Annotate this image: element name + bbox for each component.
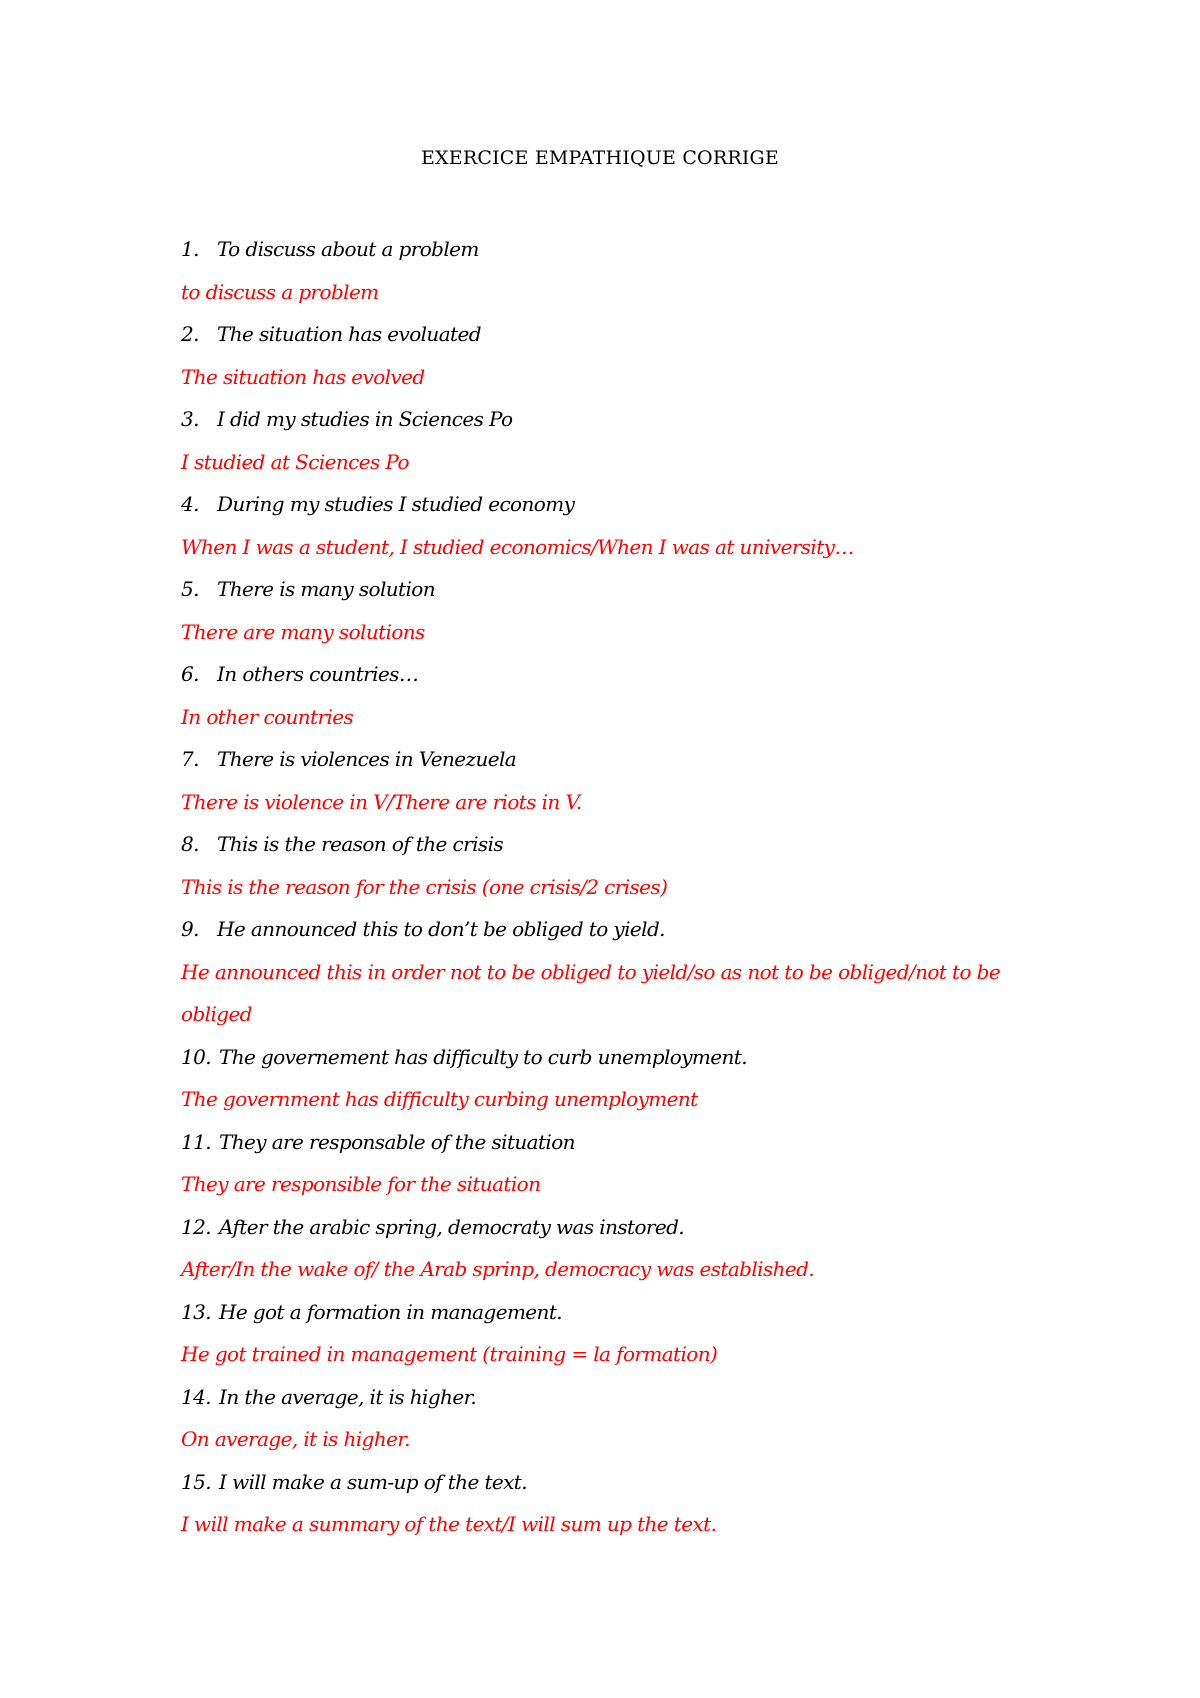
exercise-list [181, 228, 1081, 1546]
question-text: They are responsable of the situation [219, 1129, 575, 1154]
question-text: To discuss about a problem [217, 237, 479, 261]
question-14 [181, 1376, 1081, 1419]
answer-1: to discuss a problem [181, 279, 379, 304]
question-number: 13. [181, 1299, 212, 1324]
question-number: 15. [181, 1469, 212, 1494]
question-text: I will make a sum-up of the text. [219, 1469, 527, 1494]
question-number: 4. [181, 492, 199, 516]
question-number: 5. [181, 577, 199, 601]
question-number: 8. [181, 832, 199, 856]
question-text: The situation has evoluated [217, 322, 481, 346]
question-7 [181, 738, 1081, 781]
question-number: 14. [181, 1384, 212, 1409]
question-13 [181, 1291, 1081, 1334]
question-number: 6. [181, 662, 199, 686]
document-title: EXERCICE EMPATHIQUE CORRIGE [420, 147, 780, 169]
answer-2: The situation has evolved [181, 364, 425, 389]
question-text: I did my studies in Sciences Po [217, 407, 513, 431]
question-8 [181, 823, 1081, 866]
question-text: During my studies I studied economy [217, 492, 575, 516]
question-text: After the arabic spring, democraty was instored. [219, 1214, 685, 1239]
answer-10: The government has difficulty curbing unemployment [181, 1087, 698, 1111]
question-number: 12. [181, 1214, 212, 1239]
question-number: 3. [181, 407, 199, 431]
question-text: He got a formation in management. [219, 1299, 563, 1324]
question-number: 11. [181, 1129, 212, 1154]
answer-6: In other countries [181, 704, 354, 729]
question-number: 7. [181, 747, 199, 771]
question-5 [181, 568, 1081, 611]
answer-14: On average, it is higher. [181, 1427, 410, 1451]
answer-5: There are many solutions [181, 619, 425, 644]
question-12 [181, 1206, 1081, 1249]
question-number: 2. [181, 322, 199, 346]
question-10 [181, 1036, 1081, 1079]
question-4 [181, 483, 1081, 526]
question-3 [181, 398, 1081, 441]
question-text: In the average, it is higher. [219, 1384, 477, 1409]
question-2 [181, 313, 1081, 356]
answer-11: They are responsible for the situation [181, 1172, 541, 1196]
question-11 [181, 1121, 1081, 1164]
answer-12: After/In the wake of/ the Arab sprinp, democracy was established. [181, 1257, 815, 1281]
answer-7: There is violence in V/There are riots in V. [181, 789, 582, 814]
question-text: In others countries… [217, 662, 419, 686]
answer-15: I will make a summary of the text/I will sum up the text. [181, 1512, 717, 1536]
question-number: 9. [181, 917, 199, 941]
question-9 [181, 908, 1081, 951]
question-text: This is the reason of the crisis [217, 832, 504, 856]
question-15 [181, 1461, 1081, 1504]
answer-8: This is the reason for the crisis (one crisis/2 crises) [181, 874, 668, 899]
answer-9-line-1: He announced this in order not to be obliged to yield/so as not to be obliged/not to be [181, 959, 1001, 984]
question-number: 1. [181, 237, 199, 261]
question-6 [181, 653, 1081, 696]
question-text: There is many solution [217, 577, 435, 601]
answer-9-line-2: obliged [181, 1002, 252, 1026]
question-number: 10. [181, 1044, 212, 1069]
answer-4: When I was a student, I studied economics/When I was at university… [181, 534, 854, 559]
question-1 [181, 228, 1081, 271]
question-text: He announced this to don’t be obliged to yield. [217, 917, 665, 941]
answer-3: I studied at Sciences Po [181, 449, 409, 474]
question-text: The governement has difficulty to curb unemployment. [219, 1044, 747, 1069]
question-text: There is violences in Venezuela [217, 747, 517, 771]
answer-13: He got trained in management (training = la formation) [181, 1342, 718, 1366]
